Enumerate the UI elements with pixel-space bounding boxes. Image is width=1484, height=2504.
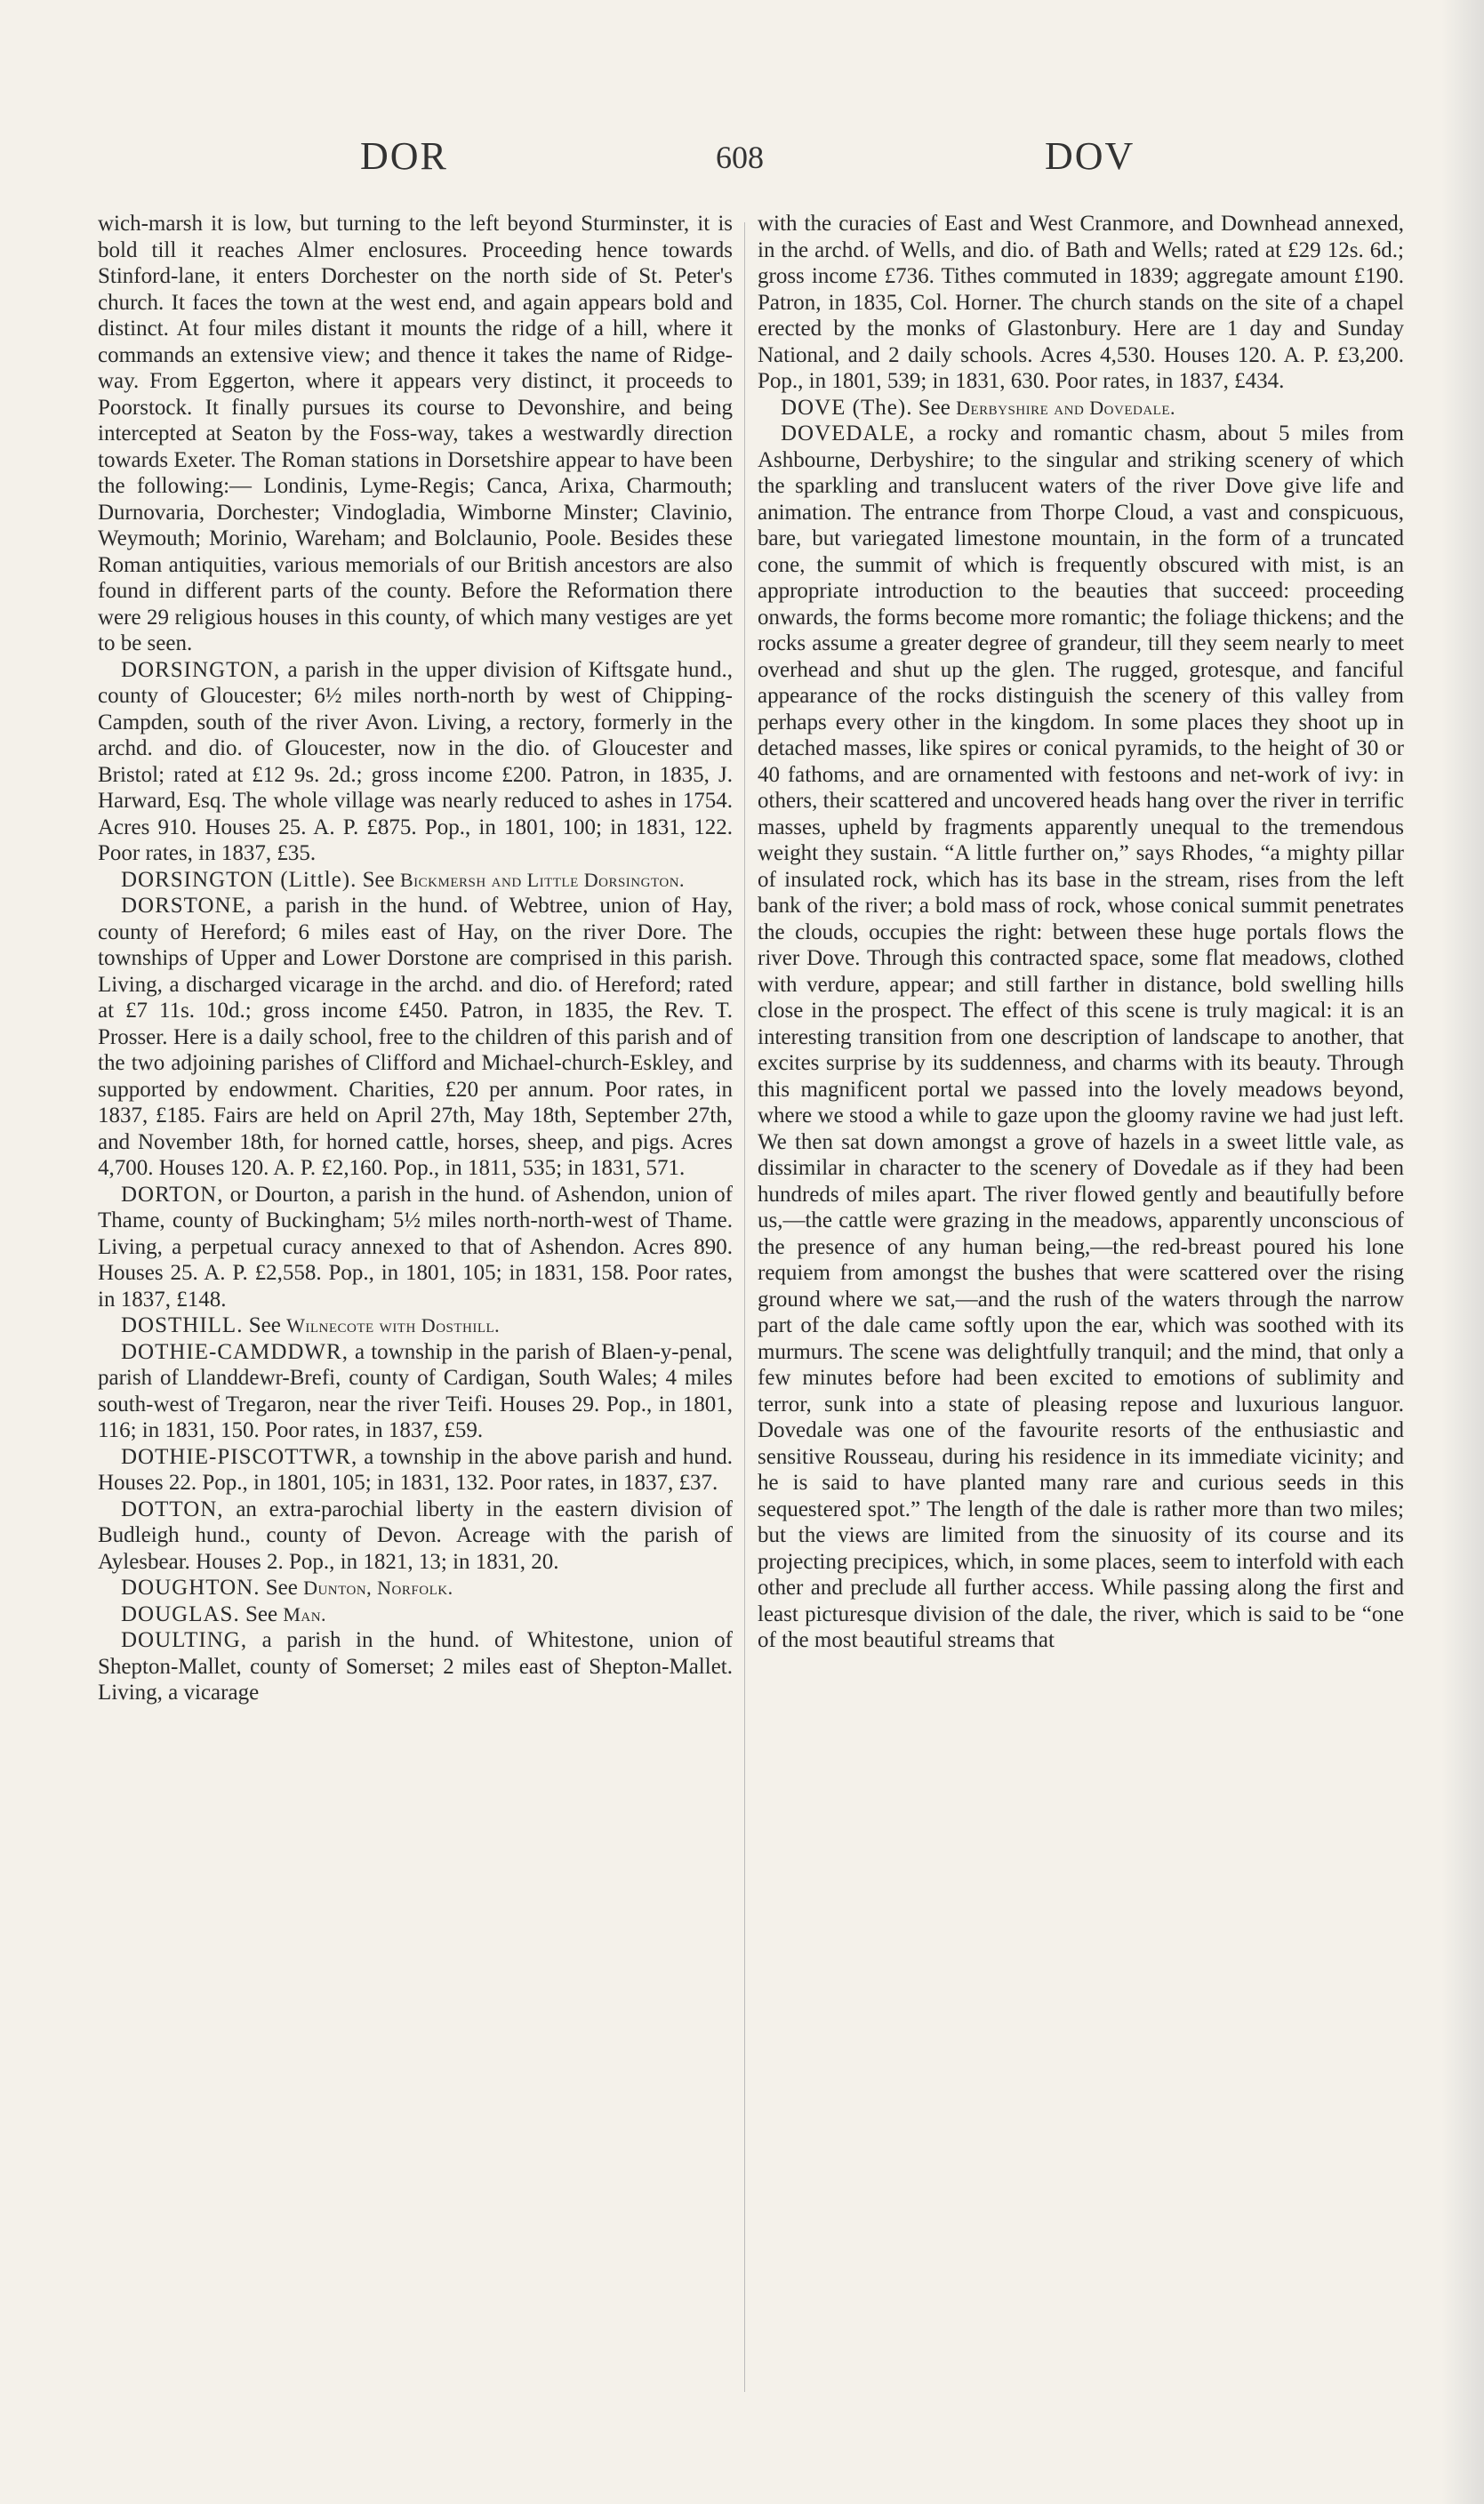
column-divider bbox=[744, 222, 745, 2392]
cross-reference-entry bbox=[98, 867, 733, 894]
left-column bbox=[98, 211, 733, 1706]
entry-text: See bbox=[357, 867, 400, 892]
entry-text: a township in the parish of Blaen-y-penal, parish of Llanddewr-Brefi, county of Cardigan, South Wales; 4 miles south-west of Tregaron, near the river Teifi. Houses 29. Pop., in 1801, 116; in 1831, 150. Poor rates, in 1837, £59. bbox=[98, 1339, 733, 1442]
gazetteer-entry bbox=[98, 657, 733, 867]
cross-reference-entry bbox=[758, 395, 1404, 421]
cross-reference-entry bbox=[98, 1601, 733, 1628]
cross-reference: Man. bbox=[283, 1602, 327, 1625]
cross-reference-entry bbox=[98, 1312, 733, 1339]
entry-text: See bbox=[912, 395, 957, 420]
entry-headword: DOVEDALE, bbox=[781, 421, 916, 445]
entry-headword: DOUGHTON. bbox=[121, 1576, 261, 1600]
entry-text: See bbox=[239, 1601, 284, 1626]
gazetteer-entry bbox=[98, 1444, 733, 1497]
right-column bbox=[758, 211, 1404, 1654]
cross-reference: Wilnecote with Dosthill. bbox=[286, 1314, 501, 1336]
entry-text: a parish in the upper division of Kiftsgate hund., county of Gloucester; 6½ miles north-north by west of Chipping-Campden, south of the river Avon. Living, a rectory, formerly in the archd. and dio. of Gloucester, now in the dio. of Gloucester and Bristol; rated at £12 9s. 2d.; gross income £200. Patron, in 1835, J. Harward, Esq. The whole village was nearly reduced to ashes in 1754. Acres 910. Houses 25. A. P. £875. Pop., in 1801, 100; in 1831, 122. Poor rates, in 1837, £35. bbox=[98, 657, 733, 865]
entry-text: a rocky and romantic chasm, about 5 miles from Ashbourne, Derbyshire; to the singular and striking scenery of which the sparkling and translucent waters of the river Dove give life and animation. The entrance from Thorpe Cloud, a vast and conspicuous, bare, but variegated limestone mountain, in the form of a truncated cone, the summit of which is frequently obscured with mist, is an appropriate introduction to the beauties that succeed: proceeding onwards, the forms become more romantic; the foliage thickens; and the rocks assume a greater degree of grandeur, till they seem nearly to meet overhead and shut up the glen. The rugged, grotesque, and fanciful appearance of the rocks distinguish the scenery of this valley from perhaps every other in the kingdom. In some places they shoot up in detached masses, like spires or conical pyramids, to the height of 30 or 40 fathoms, and are ornamented with festoons and net-work of ivy: in others, their scattered and uncovered heads hang over the river in terrific masses, upheld by fragments apparently unequal to the tremendous weight they sustain. “A little further on,” says Rhodes, “a mighty pillar of insulated rock, which has its base in the stream, rises from the left bank of the river; a bold mass of rock, whose conical summit penetrates the clouds, occupies the right: between these huge portals flows the river Dove. Through this contracted space, some flat meadows, clothed with verdure, appear; and still farther in distance, bold swelling hills close in the prospect. The effect of this scene is truly magical: it is an interesting transition from one description of landscape to another, that excites surprise by its suddenness, and charms with its beauty. Through this magnificent portal we passed into the lovely meadows beyond, where we stood a while to gaze upon the gloomy ravine we had just left. We then sat down amongst a grove of hazels in a sweet little vale, as dissimilar in character to the scenery of Dovedale as if they had been hundreds of miles apart. The river flowed gently and beautifully before us,—the cattle were grazing in the meadows, apparently unconscious of the presence of any human being,—the red-breast poured his lone requiem from amongst the bushes that were scattered over the rising ground where we sat,—and the rush of the waters through the narrow part of the dale came softly upon the ear, which was soothed with its murmurs. The scene was delightfully tranquil; and the mind, that only a few minutes before had been excited to emotions of sublimity and terror, sunk into a state of pleasing repose and luxurious languor. Dovedale was one of the favourite resorts of the enthusiastic and sensitive Rousseau, during his residence in its immediate vicinity; and he is said to have planted many rare and curious seeds in this sequestered spot.” The length of the dale is rather more than two miles; but the views are limited from the sinuosity of its course and its projecting precipices, which, in some places, seem to interfold with each other and preclude all further access. While passing along the first and least picturesque division of the dale, the river, which is said to be “one of the most beautiful streams that bbox=[758, 421, 1404, 1652]
gazetteer-entry bbox=[98, 1182, 733, 1313]
entry-text: a parish in the hund. of Whitestone, union of Shepton-Mallet, county of Somerset; 2 miles east of Shepton-Mallet. Living, a vicarage bbox=[98, 1628, 733, 1705]
page-number: 608 bbox=[716, 140, 764, 175]
entry-headword: DORSINGTON, bbox=[121, 657, 281, 682]
gazetteer-entry bbox=[98, 1497, 733, 1576]
cross-reference: Derbyshire and Dovedale. bbox=[956, 396, 1175, 419]
entry-headword: DOULTING, bbox=[121, 1628, 248, 1652]
running-head-left: DOR bbox=[360, 134, 448, 178]
entry-text: See bbox=[243, 1313, 287, 1337]
entry-text: an extra-parochial liberty in the eastern division of Budleigh hund., county of Devon. Acreage with the parish of Aylesbear. Houses 2. Pop., in 1821, 13; in 1831, 20. bbox=[98, 1497, 733, 1574]
entry-headword: DORSINGTON (Little). bbox=[121, 867, 357, 892]
running-head-right: DOV bbox=[1045, 134, 1135, 178]
entry-headword: DOUGLAS. bbox=[121, 1601, 240, 1626]
entry-text: a township in the above parish and hund. Houses 22. Pop., in 1801, 105; in 1831, 132. Poor rates, in 1837, £37. bbox=[98, 1444, 733, 1495]
entry-headword: DOTHIE-CAMDDWR, bbox=[121, 1339, 349, 1364]
entry-headword: DOVE (The). bbox=[781, 395, 913, 420]
entry-headword: DORSTONE, bbox=[121, 894, 253, 918]
cross-reference-entry bbox=[98, 1575, 733, 1601]
entry-headword: DOTTON, bbox=[121, 1497, 224, 1521]
gazetteer-entry bbox=[98, 893, 733, 1182]
entry-text: See bbox=[260, 1576, 304, 1600]
cross-reference: Bickmersh and Little Dorsington. bbox=[399, 868, 686, 891]
entry-headword: DOSTHILL. bbox=[121, 1313, 244, 1337]
cross-reference: Dunton, Norfolk. bbox=[303, 1577, 453, 1599]
entry-text: a parish in the hund. of Webtree, union of Hay, county of Hereford; 6 miles east of Hay, on the river Dore. The townships of Upper and Lower Dorstone are comprised in this parish. Living, a discharged vicarage in the archd. and dio. of Hereford; rated at £7 11s. 10d.; gross income £450. Patron, in 1835, the Rev. T. Prosser. Here is a daily school, free to the children of this parish and of the two adjoining parishes of Clifford and Michael-church-Eskley, and supported by endowment. Charities, £20 per annum. Poor rates, in 1837, £185. Fairs are held on April 27th, May 18th, September 27th, and November 18th, for horned cattle, horses, sheep, and pigs. Acres 4,700. Houses 120. A. P. £2,160. Pop., in 1811, 535; in 1831, 571. bbox=[98, 894, 733, 1180]
entry-headword: DORTON, bbox=[121, 1182, 224, 1207]
gazetteer-entry bbox=[98, 1627, 733, 1706]
gazetteer-entry bbox=[758, 421, 1404, 1654]
entry-text: or Dourton, a parish in the hund. of Ashendon, union of Thame, county of Buckingham; 5½ miles north-north-west of Thame. Living, a perpetual curacy annexed to that of Ashendon. Acres 890. Houses 25. A. P. £2,558. Pop., in 1801, 105; in 1831, 158. Poor rates, in 1837, £148. bbox=[98, 1182, 733, 1312]
gazetteer-entry bbox=[98, 1339, 733, 1444]
entry-headword: DOTHIE-PISCOTTWR, bbox=[121, 1444, 358, 1469]
continued-text: with the curacies of East and West Cranmore, and Downhead annexed, in the archd. of Wells, and dio. of Bath and Wells; rated at £29 12s. 6d.; gross income £736. Tithes commuted in 1839; aggregate amount £190. Patron, in 1835, Col. Horner. The church stands on the site of a chapel erected by the monks of Glastonbury. Here are 1 day and Sunday National, and 2 daily schools. Acres 4,530. Houses 120. A. P. £3,200. Pop., in 1801, 539; in 1831, 630. Poor rates, in 1837, £434. bbox=[758, 212, 1404, 393]
continued-text: wich-marsh it is low, but turning to the left beyond Sturminster, it is bold till it reaches Almer enclosures. Proceeding hence towards Stinford-lane, it enters Dorchester on the north side of St. Peter's church. It faces the town at the west end, and again appears bold and distinct. At four miles distant it mounts the ridge of a hill, where it commands an extensive view; and thence it takes the name of Ridge-way. From Eggerton, where it appears very distinct, it proceeds to Poorstock. It finally pursues its course to Devonshire, and being intercepted at Seaton by the Foss-way, takes a westwardly direction towards Exeter. The Roman stations in Dorsetshire appear to have been the following:— Londinis, Lyme-Regis; Canca, Arixa, Charmouth; Durnovaria, Dorchester; Vindogladia, Wimborne Minster; Clavinio, Weymouth; Morinio, Wareham; and Bolclaunio, Poole. Besides these Roman antiquities, various memorials of our British ancestors are also found in different parts of the county. Before the Reformation there were 29 religious houses in this county, of which many vestiges are yet to be seen. bbox=[98, 212, 733, 655]
